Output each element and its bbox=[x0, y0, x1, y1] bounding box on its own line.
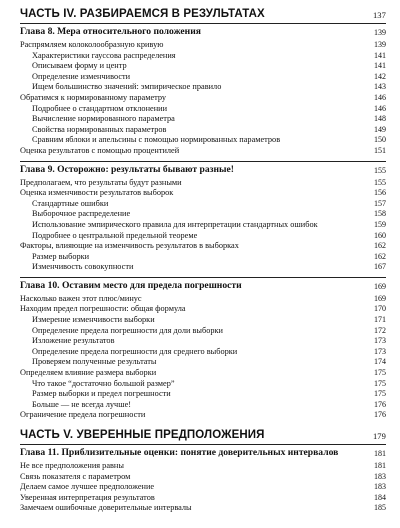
page-number: 173 bbox=[374, 336, 386, 346]
page-number: 167 bbox=[374, 262, 386, 272]
toc-entry[interactable] bbox=[20, 472, 386, 483]
toc-entry[interactable] bbox=[20, 368, 386, 379]
toc-title: Замечаем ошибочные доверительные интервалы bbox=[20, 503, 192, 513]
toc-entry[interactable] bbox=[20, 114, 386, 125]
toc-entry[interactable] bbox=[20, 326, 386, 337]
toc-entry[interactable] bbox=[20, 220, 386, 231]
toc-entry[interactable] bbox=[20, 262, 386, 273]
page-number: 183 bbox=[374, 471, 386, 481]
page-number: 151 bbox=[374, 145, 386, 155]
toc-entry[interactable] bbox=[20, 347, 386, 358]
toc-entry[interactable] bbox=[20, 93, 386, 104]
toc-title: Предполагаем, что результаты будут разными bbox=[20, 177, 182, 187]
page-number: 172 bbox=[374, 325, 386, 335]
toc-title: Глава 8. Мера относительного положения bbox=[20, 26, 201, 37]
page-number: 137 bbox=[372, 10, 386, 20]
part-heading[interactable] bbox=[20, 427, 386, 444]
toc-entry[interactable] bbox=[20, 178, 386, 189]
toc-title: Описываем форму и центр bbox=[32, 61, 127, 71]
page-number: 169 bbox=[374, 281, 386, 291]
page-number: 184 bbox=[374, 492, 386, 502]
toc-title: Факторы, влияющие на изменчивость результатов в выборках bbox=[20, 241, 239, 251]
page-number: 156 bbox=[374, 188, 386, 198]
toc-title: Свойства нормированных параметров bbox=[32, 124, 167, 134]
toc-title: Обратимся к нормированному параметру bbox=[20, 92, 167, 102]
toc-entry[interactable] bbox=[20, 51, 386, 62]
page-number: 159 bbox=[374, 219, 386, 229]
part-heading[interactable] bbox=[20, 6, 386, 23]
chapter-heading[interactable] bbox=[20, 277, 386, 294]
page-number: 175 bbox=[374, 378, 386, 388]
toc-entry[interactable] bbox=[20, 304, 386, 315]
page-number: 141 bbox=[374, 61, 386, 71]
toc-entry[interactable] bbox=[20, 82, 386, 93]
page-number: 155 bbox=[374, 177, 386, 187]
toc-title: Выборочное распределение bbox=[32, 209, 131, 219]
toc-entry[interactable] bbox=[20, 357, 386, 368]
page-number: 158 bbox=[374, 209, 386, 219]
page-number: 155 bbox=[374, 165, 386, 175]
toc-title: Ограничение предела погрешности bbox=[20, 410, 146, 420]
toc-title: Размер выборки bbox=[32, 251, 90, 261]
page-number: 175 bbox=[374, 368, 386, 378]
page-number: 162 bbox=[374, 241, 386, 251]
toc-title: Проверяем полученные результаты bbox=[32, 357, 157, 367]
toc-entry[interactable] bbox=[20, 72, 386, 83]
toc-title: Связь показателя с параметром bbox=[20, 471, 131, 481]
toc-title: Глава 10. Оставим место для предела погрешности bbox=[20, 279, 242, 291]
toc-title: Характеристики гауссова распределения bbox=[32, 50, 176, 60]
chapter-heading[interactable] bbox=[20, 444, 386, 461]
page-number: 169 bbox=[374, 293, 386, 303]
page-number: 174 bbox=[374, 357, 386, 367]
page-number: 157 bbox=[374, 198, 386, 208]
toc-title: Оценка результатов с помощью процентилей bbox=[20, 145, 180, 155]
toc-title: Определение предела погрешности для доли выборки bbox=[32, 325, 223, 335]
toc-title: Определение предела погрешности для среднего выборки bbox=[32, 346, 238, 356]
page-number: 160 bbox=[374, 230, 386, 240]
toc-entry[interactable] bbox=[20, 104, 386, 115]
toc-entry[interactable] bbox=[20, 199, 386, 210]
toc-title: Глава 9. Осторожно: результаты бывают разные! bbox=[20, 163, 234, 175]
toc-entry[interactable] bbox=[20, 231, 386, 242]
toc-entry[interactable] bbox=[20, 389, 386, 400]
toc-entry[interactable] bbox=[20, 379, 386, 390]
toc-title: Не все предположения равны bbox=[20, 461, 124, 470]
toc-entry[interactable] bbox=[20, 503, 386, 514]
page-number: 149 bbox=[374, 124, 386, 134]
toc-entry[interactable] bbox=[20, 336, 386, 347]
toc-entry[interactable] bbox=[20, 482, 386, 493]
toc-entry[interactable] bbox=[20, 188, 386, 199]
toc-title: Больше — не всегда лучше! bbox=[32, 399, 132, 409]
page-number: 176 bbox=[374, 399, 386, 409]
page-number: 181 bbox=[374, 449, 386, 458]
page-number: 162 bbox=[374, 251, 386, 261]
toc-title: Измерение изменчивости выборки bbox=[32, 315, 155, 325]
page-number: 146 bbox=[374, 103, 386, 113]
toc-title: Ищем большинство значений: эмпирическое правило bbox=[32, 82, 222, 92]
page-number: 150 bbox=[374, 135, 386, 145]
toc-title: Сравним яблоки и апельсины с помощью нормированных параметров bbox=[32, 135, 281, 145]
toc-title: ЧАСТЬ V. УВЕРЕННЫЕ ПРЕДПОЛОЖЕНИЯ bbox=[20, 429, 265, 441]
toc-title: Находим предел погрешности: общая формула bbox=[20, 304, 186, 314]
toc-entry[interactable] bbox=[20, 400, 386, 411]
toc-title: Что такое “достаточно большой размер” bbox=[32, 378, 175, 388]
chapter-heading[interactable] bbox=[20, 161, 386, 178]
toc-title: Стандартные ошибки bbox=[32, 198, 109, 208]
toc-title: Глава 11. Приблизительные оценки: понятие доверительных интервалов bbox=[20, 447, 339, 458]
toc-title: Уверенная интерпретация результатов bbox=[20, 492, 155, 502]
toc-title: Насколько важен этот плюс/минус bbox=[20, 293, 142, 303]
page-number: 148 bbox=[374, 114, 386, 124]
page-number: 183 bbox=[374, 482, 386, 492]
toc-title: ЧАСТЬ IV. РАЗБИРАЕМСЯ В РЕЗУЛЬТАТАХ bbox=[20, 8, 265, 20]
toc-title: Определение изменчивости bbox=[32, 71, 131, 81]
toc-entry[interactable] bbox=[20, 146, 386, 157]
toc-title: Распрямляем колоколообразную кривую bbox=[20, 40, 164, 49]
toc-title: Делаем самое лучшее предположение bbox=[20, 482, 155, 492]
toc-title: Подробнее о стандартном отклонении bbox=[32, 103, 168, 113]
toc-title: Вычисление нормированного параметра bbox=[32, 114, 175, 124]
toc-entry[interactable] bbox=[20, 315, 386, 326]
toc-title: Использование эмпирического правила для интерпретации стандартных ошибок bbox=[32, 219, 318, 229]
toc-entry[interactable] bbox=[20, 135, 386, 146]
page-number: 139 bbox=[374, 28, 386, 37]
toc-title: Оценка изменчивости результатов выборок bbox=[20, 188, 174, 198]
toc-entry[interactable] bbox=[20, 61, 386, 72]
toc-entry[interactable] bbox=[20, 410, 386, 421]
page-number: 142 bbox=[374, 71, 386, 81]
page-number: 176 bbox=[374, 410, 386, 420]
page-number: 171 bbox=[374, 315, 386, 325]
toc-entry[interactable] bbox=[20, 252, 386, 263]
page-number: 143 bbox=[374, 82, 386, 92]
toc-entry[interactable] bbox=[20, 294, 386, 305]
toc-title: Изменчивость совокупности bbox=[32, 262, 134, 272]
toc-entry[interactable] bbox=[20, 125, 386, 136]
page-number: 173 bbox=[374, 346, 386, 356]
page-number: 170 bbox=[374, 304, 386, 314]
page-number: 175 bbox=[374, 389, 386, 399]
page-number: 141 bbox=[374, 50, 386, 60]
toc-title: Подробнее о центральной предельной теореме bbox=[32, 230, 198, 240]
page-number: 146 bbox=[374, 92, 386, 102]
toc-title: Размер выборки и предел погрешности bbox=[32, 389, 171, 399]
page-number: 179 bbox=[372, 431, 386, 441]
toc-entry[interactable] bbox=[20, 461, 386, 472]
toc-title: Определяем влияние размера выборки bbox=[20, 368, 157, 378]
toc-title: Изложение результатов bbox=[32, 336, 115, 346]
toc-entry[interactable] bbox=[20, 493, 386, 504]
toc-entry[interactable] bbox=[20, 209, 386, 220]
toc-entry[interactable] bbox=[20, 241, 386, 252]
page-number: 185 bbox=[374, 503, 386, 513]
page-number: 139 bbox=[374, 40, 386, 49]
chapter-heading[interactable] bbox=[20, 23, 386, 40]
page-number: 181 bbox=[374, 461, 386, 470]
toc-entry[interactable] bbox=[20, 40, 386, 51]
